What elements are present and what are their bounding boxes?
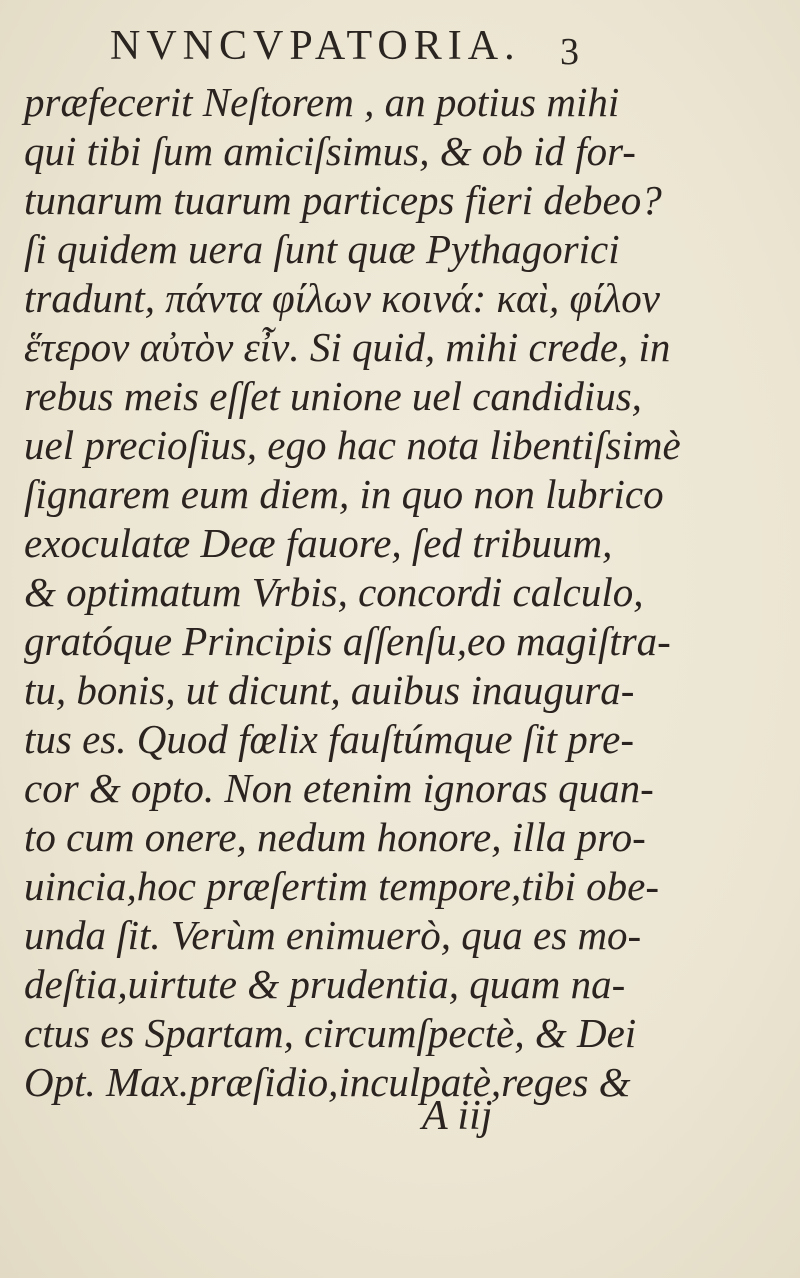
text-line: præfecerit Neſtorem , an potius mihi (24, 79, 620, 125)
text-line: tu, bonis, ut dicunt, auibus inaugura- (24, 667, 635, 713)
text-line: rebus meis eſſet unione uel candidius, (24, 373, 642, 419)
text-line: uel precioſius, ego hac nota libentiſsimè (24, 422, 681, 468)
text-line: ſignarem eum diem, in quo non lubrico (24, 471, 664, 517)
text-line: ctus es Spartam, circumſpectè, & Dei (24, 1010, 637, 1056)
page-header (0, 22, 800, 82)
text-line: tus es. Quod fœlix fauſtúmque ſit pre- (24, 716, 635, 762)
text-line: cor & opto. Non etenim ignoras quan- (24, 765, 654, 811)
running-head: NVNCVPATORIA. (110, 23, 521, 69)
text-line: qui tibi ſum amiciſsimus, & ob id for- (24, 128, 636, 174)
text-line: deſtia,uirtute & prudentia, quam na- (24, 961, 626, 1007)
page-number: 3 (560, 31, 579, 73)
text-line: to cum onere, nedum honore, illa pro- (24, 814, 646, 860)
text-line: Opt. Max.præſidio,inculpatè,reges & (24, 1059, 631, 1105)
text-line: ἕτερον αὐτὸν εἶν. Si quid, mihi crede, in (24, 324, 671, 370)
text-line: exoculatæ Deæ fauore, ſed tribuum, (24, 520, 613, 566)
text-line: tunarum tuarum particeps fieri debeo? (24, 177, 662, 223)
body-text (24, 78, 724, 1107)
text-line: ſi quidem uera ſunt quæ Pythagorici (24, 226, 620, 272)
signature-mark: A iij (422, 1093, 493, 1139)
text-line: gratóque Principis aſſenſu,eo magiſtra- (24, 618, 671, 664)
text-line: tradunt, πάντα φίλων κοινά: καὶ, φίλον (24, 275, 660, 321)
text-line: & optimatum Vrbis, concordi calculo, (24, 569, 644, 615)
text-line: unda ſit. Verùm enimuerò, qua es mo- (24, 912, 642, 958)
text-line: uincia,hoc præſertim tempore,tibi obe- (24, 863, 660, 909)
